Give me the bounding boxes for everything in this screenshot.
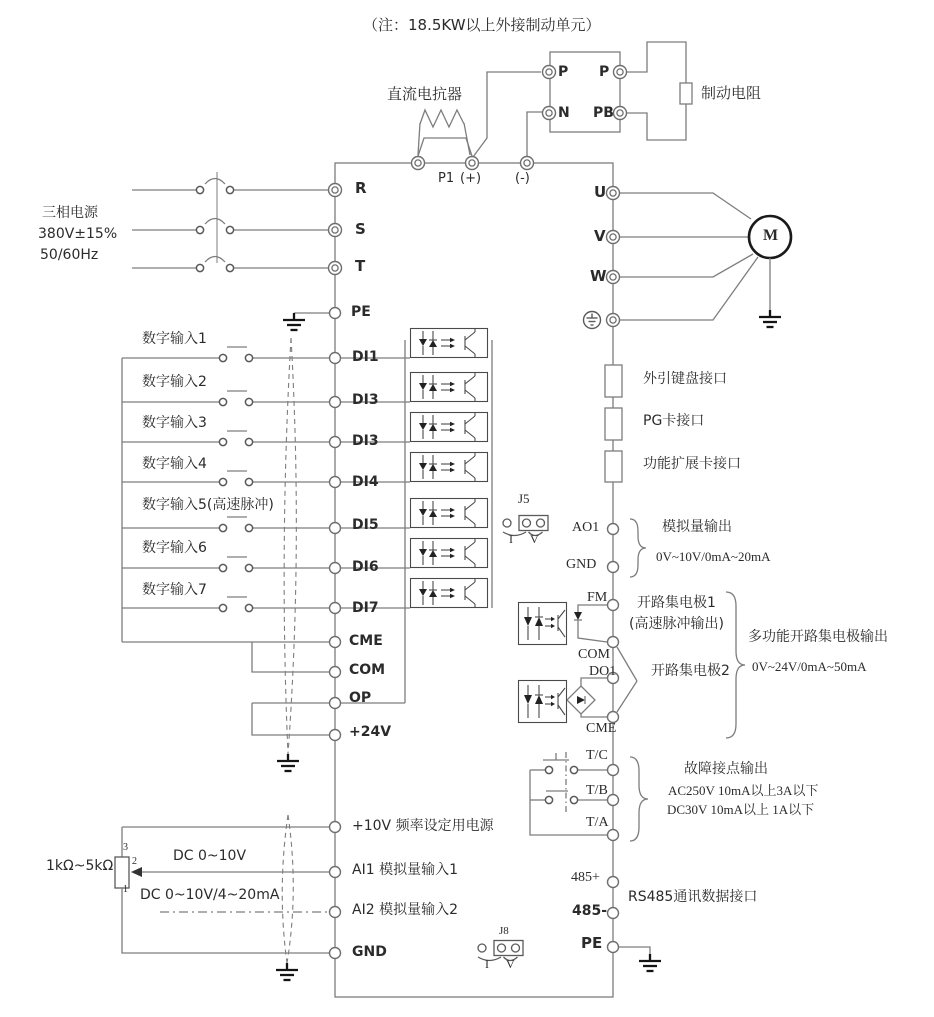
ground-icon: [759, 310, 781, 327]
terminal-plus: (+): [460, 171, 482, 186]
brake-terminal-p-right: P: [599, 64, 610, 80]
terminal-fm: FM: [587, 590, 608, 605]
j5-v-label: V: [530, 532, 539, 546]
j8-label: J8: [499, 925, 509, 937]
terminal-t: T: [355, 257, 366, 275]
expansion-card-slot: [605, 451, 622, 482]
terminal-u: U: [594, 183, 607, 201]
terminal-p1: P1: [438, 171, 455, 186]
note-brake-unit: （注：18.5KW以上外接制动单元）: [363, 16, 601, 34]
terminal-com: COM: [349, 662, 386, 678]
ground-icon: [283, 313, 305, 330]
j5-i-label: I: [509, 532, 513, 546]
dc-reactor-symbol: [420, 110, 464, 127]
terminal-r: R: [355, 179, 367, 197]
terminal-ao1: AO1: [572, 520, 600, 535]
terminal-pe-left: PE: [351, 304, 371, 320]
di6-label: 数字输入6: [142, 540, 207, 556]
terminal-s: S: [355, 220, 366, 238]
di6-optocoupler-icon: [411, 539, 488, 568]
do1-optocoupler-icon: [519, 681, 567, 723]
brake-terminal-pb: PB: [593, 105, 614, 121]
pg-card-slot: [605, 408, 622, 440]
pot-pin2: 2: [132, 856, 137, 867]
terminal-ai2-label: AI2 模拟量输入2: [352, 902, 458, 918]
oc2-label: 开路集电极2: [651, 663, 730, 679]
di-switch-contacts: [219, 354, 252, 611]
terminal-di1: DI1: [352, 349, 379, 365]
pg-card-label: PG卡接口: [643, 413, 705, 429]
di4-label: 数字输入4: [142, 456, 207, 472]
rs485-label: RS485通讯数据接口: [628, 889, 758, 905]
terminal-ao-gnd: GND: [566, 557, 597, 572]
brake-terminal-n: N: [558, 105, 570, 121]
analog-output-label: 模拟量输出: [662, 519, 732, 535]
keyboard-interface-label: 外引键盘接口: [643, 371, 727, 387]
terminal-tc: T/C: [586, 748, 608, 763]
terminal-oc-cme: CME: [586, 721, 617, 736]
expansion-card-label: 功能扩展卡接口: [643, 456, 741, 472]
terminal-485n: 485-: [572, 903, 608, 919]
brake-resistor-label: 制动电阻: [701, 84, 762, 102]
j5-label: J5: [518, 491, 530, 506]
terminal-ai1-label: AI1 模拟量输入1: [352, 862, 458, 878]
power-source-line1: 三相电源: [42, 205, 98, 221]
ground-icon: [277, 754, 299, 771]
di5-optocoupler-icon: [411, 499, 488, 528]
terminal-di4: DI4: [352, 474, 379, 490]
terminal-di7: DI7: [352, 600, 379, 616]
di2-optocoupler-icon: [411, 373, 488, 402]
terminal-10v-label: +10V 频率设定用电源: [352, 818, 494, 834]
relay-spec-dc: DC30V 10mA以上 1A以下: [667, 802, 815, 817]
pot-pin3: 3: [123, 842, 128, 853]
relay-contacts: [545, 766, 577, 803]
keyboard-interface-slot: [605, 365, 622, 397]
di7-optocoupler-icon: [411, 579, 488, 608]
terminal-w: W: [590, 267, 607, 285]
analog-output-range: 0V~10V/0mA~20mA: [656, 549, 771, 564]
multi-oc-label: 多功能开路集电极输出: [748, 629, 888, 645]
di2-label: 数字输入2: [142, 374, 207, 390]
terminal-v: V: [594, 227, 606, 245]
brake-resistor-symbol: [680, 83, 692, 104]
terminal-minus: (-): [515, 171, 530, 186]
terminal-485p: 485+: [571, 870, 600, 885]
oc1-note-label: (高速脉冲输出): [629, 616, 724, 632]
di5-label: 数字输入5(高速脉冲): [142, 497, 274, 513]
terminal-di5: DI5: [352, 517, 379, 533]
relay-output-label: 故障接点输出: [684, 761, 768, 777]
relay-spec-ac: AC250V 10mA以上3A以下: [668, 783, 819, 798]
motor-label: M: [763, 227, 779, 244]
earth-terminal-icon: [584, 312, 601, 329]
di3-label: 数字输入3: [142, 415, 207, 431]
dc-reactor-label: 直流电抗器: [387, 85, 463, 103]
power-terminals: [329, 66, 627, 327]
di3-optocoupler-icon: [411, 413, 488, 442]
terminal-cme: CME: [349, 633, 383, 649]
ground-icon: [276, 963, 298, 980]
j8-v-label: V: [506, 957, 515, 971]
terminal-ta: T/A: [586, 815, 609, 830]
terminal-oc-com: COM: [578, 647, 610, 662]
di1-label: 数字输入1: [142, 331, 207, 347]
di4-optocoupler-icon: [411, 453, 488, 482]
terminal-gnd-left: GND: [352, 944, 387, 960]
fm-optocoupler-icon: [519, 603, 567, 645]
breaker-contacts: [196, 186, 233, 271]
terminal-24v: +24V: [349, 724, 392, 740]
potentiometer-label: 1kΩ~5kΩ: [46, 858, 114, 874]
ground-icon: [639, 954, 661, 971]
multi-oc-range: 0V~24V/0mA~50mA: [752, 659, 867, 674]
potentiometer-wiper-arrow: [131, 867, 142, 877]
brake-terminal-p-left: P: [558, 64, 569, 80]
terminal-di6: DI6: [352, 559, 379, 575]
terminal-pe-right: PE: [581, 934, 603, 952]
di7-label: 数字输入7: [142, 582, 207, 598]
oc1-label: 开路集电极1: [637, 595, 716, 611]
power-source-line2: 380V±15%: [38, 226, 118, 242]
power-source-line3: 50/60Hz: [40, 247, 99, 263]
terminal-di3: DI3: [352, 433, 379, 449]
j8-i-label: I: [485, 957, 489, 971]
di1-optocoupler-icon: [411, 329, 488, 358]
terminal-op: OP: [349, 690, 372, 706]
ai2-range-label: DC 0~10V/4~20mA: [140, 887, 280, 903]
pot-pin1: 1: [123, 884, 128, 895]
ai1-range-label: DC 0~10V: [173, 848, 247, 864]
terminal-di2: DI3: [352, 392, 379, 408]
terminal-do1: DO1: [589, 664, 617, 679]
terminal-tb: T/B: [586, 783, 608, 798]
